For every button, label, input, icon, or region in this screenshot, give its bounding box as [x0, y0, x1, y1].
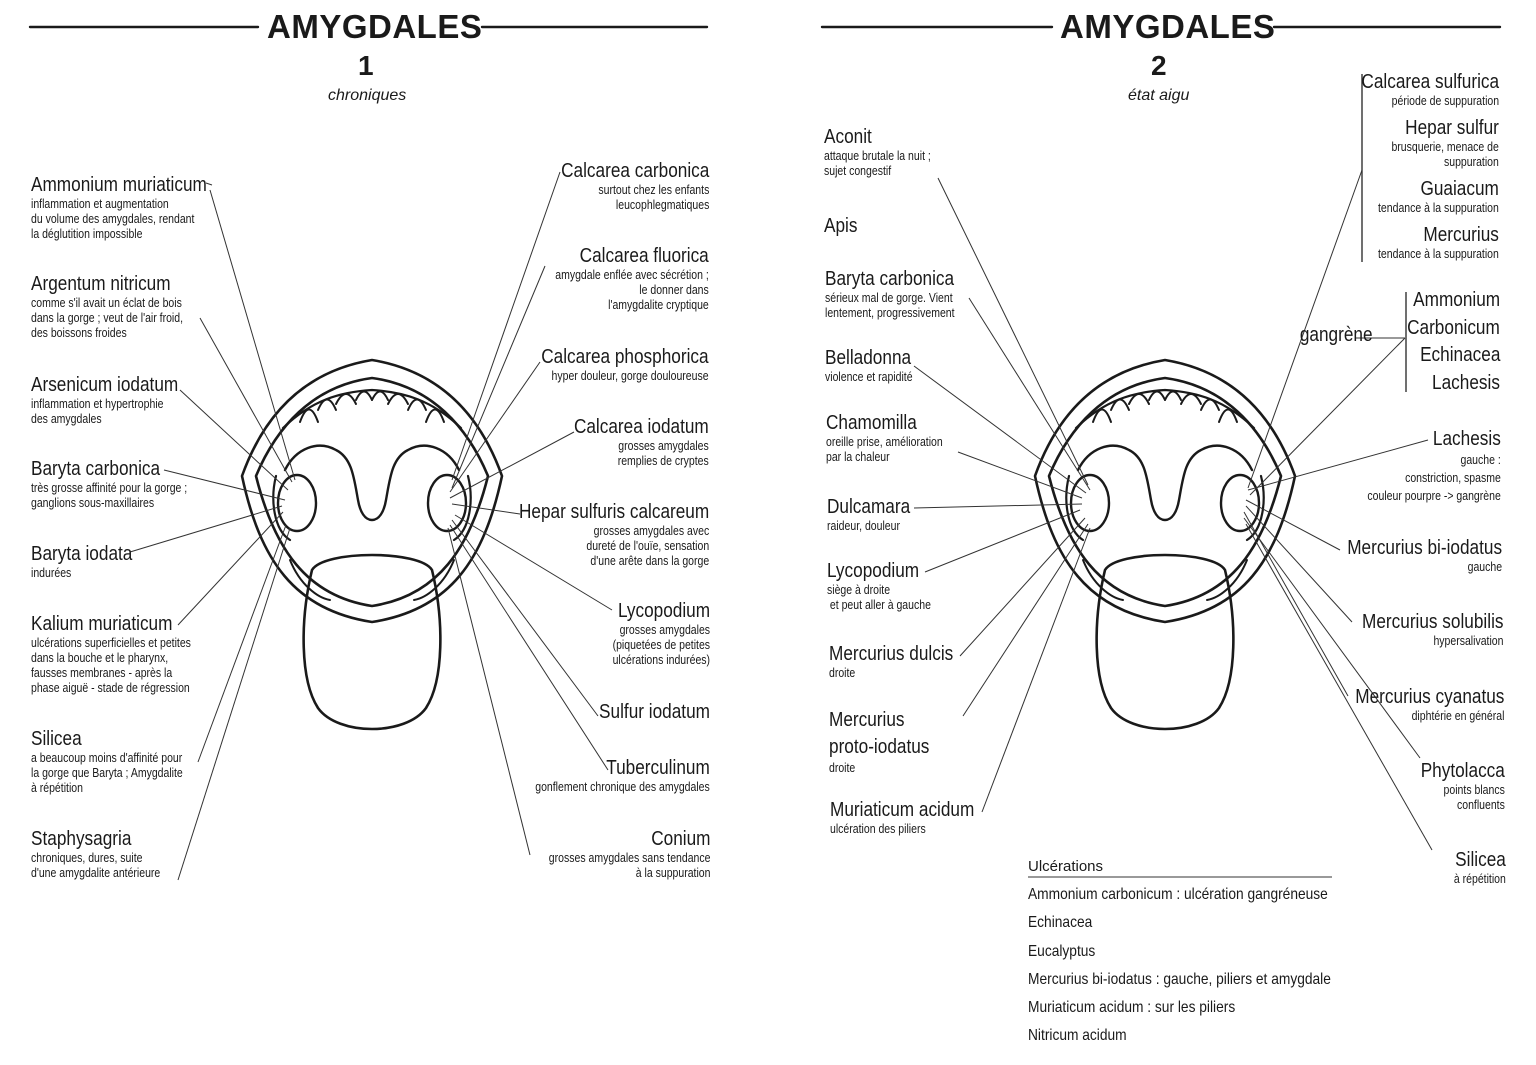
leader-line — [178, 528, 290, 880]
tonsil-right-of-patient — [278, 475, 316, 531]
remedy-label — [1444, 849, 1506, 887]
leader-line — [963, 524, 1088, 716]
remedy-label — [824, 215, 863, 238]
remedy-description: indurées — [31, 566, 72, 580]
remedy-label — [514, 346, 709, 384]
remedy-label — [826, 412, 965, 465]
remedy-name: Arsenicum iodatum — [31, 374, 179, 396]
ulceration-item: Muriaticum acidum : sur les piliers — [1028, 999, 1236, 1016]
inner-lips — [256, 378, 488, 606]
remedy-label — [537, 160, 709, 213]
remedy-name: Ammonium muriaticum — [31, 174, 207, 196]
remedy-label — [829, 707, 946, 776]
remedy-label — [552, 416, 709, 469]
gangrene-label: gangrène — [1300, 324, 1373, 346]
remedy-label — [1339, 71, 1499, 109]
remedy-description: surtout chez les enfants leucophlegmatiques — [598, 183, 709, 212]
tonsil-left-of-patient — [1221, 475, 1259, 531]
remedy-description: amygdale enflée avec sécrétion ; le donner dans l'amygdalite cryptique — [555, 268, 709, 312]
ulcerations-heading: Ulcérations — [1028, 858, 1104, 875]
remedy-name: Phytolacca — [1420, 760, 1505, 782]
remedy-label — [31, 728, 212, 796]
leader-line — [130, 506, 282, 552]
remedy-name: Argentum nitricum — [31, 273, 171, 295]
remedy-label — [1322, 537, 1502, 575]
leader-line — [448, 528, 530, 855]
remedy-label — [1331, 686, 1504, 724]
remedy-label — [825, 347, 929, 385]
remedy-name: Tuberculinum — [606, 757, 710, 779]
remedy-name: Hepar sulfuris calcareum — [518, 501, 709, 523]
remedy-label — [31, 828, 185, 881]
tooth — [1149, 392, 1165, 401]
mouth-illustration-right — [1035, 360, 1295, 729]
remedy-name: Aconit — [824, 126, 872, 148]
remedy-description: gonflement chronique des amygdales — [535, 780, 710, 794]
remedy-label — [825, 268, 979, 321]
remedy-name: Belladonna — [825, 347, 912, 369]
remedy-description: droite — [829, 761, 856, 775]
remedy-description: oreille prise, amélioration par la chaleur — [826, 435, 943, 464]
leader-lines — [130, 74, 1432, 880]
page-title-left: AMYGDALES — [267, 8, 483, 45]
remedy-name: Mercurius solubilis — [1361, 611, 1503, 633]
remedy-description: gauche — [1467, 560, 1502, 574]
remedy-label — [502, 757, 710, 795]
remedy-description: inflammation et hypertrophie des amygdales — [31, 397, 164, 426]
remedy-name: Silicea — [1455, 849, 1506, 871]
remedy-label — [824, 126, 951, 179]
remedy-name: Mercurius proto-iodatus — [829, 709, 930, 758]
tongue — [1097, 555, 1234, 729]
remedy-description: attaque brutale la nuit ; sujet congestif — [824, 149, 931, 178]
remedy-description: a beaucoup moins d'affinité pour la gorge que Baryta ; Amygdalite à répétition — [31, 751, 183, 795]
remedy-description: siège à droite et peut aller à gauche — [827, 583, 931, 612]
leader-line — [982, 528, 1090, 812]
ulceration-item: Echinacea — [1028, 914, 1093, 931]
remedy-name: Muriaticum acidum — [830, 799, 975, 821]
remedy-description: comme s'il avait un éclat de bois dans la gorge ; veut de l'air froid, des boissons froides — [31, 296, 184, 340]
remedy-description: raideur, douleur — [827, 519, 900, 533]
remedy-label — [1339, 611, 1504, 649]
remedy-description: période de suppuration — [1391, 94, 1499, 108]
remedy-name: Conium — [650, 828, 710, 850]
remedy-name: Kalium muriaticum — [31, 613, 173, 635]
remedy-label — [829, 643, 973, 681]
tooth — [372, 392, 388, 401]
ulceration-item: Mercurius bi-iodatus : gauche, piliers et amygdale — [1028, 971, 1331, 988]
remedy-name: Calcarea phosphorica — [541, 346, 709, 368]
remedy-label — [1355, 178, 1499, 216]
remedy-name: Guaiacum — [1420, 178, 1499, 200]
remedy-name: Staphysagria — [31, 828, 132, 850]
tonsil-right-of-patient — [1071, 475, 1109, 531]
leader-line — [958, 452, 1082, 498]
page-title-right: AMYGDALES — [1060, 8, 1276, 45]
inner-lips — [1049, 378, 1281, 606]
ulceration-item: Nitricum acidum — [1028, 1027, 1127, 1044]
remedy-description: hyper douleur, gorge douloureuse — [551, 369, 709, 383]
remedy-name: Mercurius cyanatus — [1354, 686, 1504, 708]
remedy-description: très grosse affinité pour la gorge ; ganglions sous-maxillaires — [31, 481, 188, 510]
remedy-description: chroniques, dures, suite d'une amygdalite antérieure — [31, 851, 161, 880]
ulceration-item: Ammonium carbonicum : ulcération gangréneuse — [1028, 886, 1328, 903]
remedy-label — [31, 174, 235, 242]
remedy-description: grosses amygdales remplies de cryptes — [617, 439, 709, 468]
remedy-name: Hepar sulfur — [1405, 117, 1499, 139]
gangrene-item: Carbonicum — [1407, 317, 1500, 339]
remedy-description: tendance à la suppuration — [1378, 247, 1499, 261]
remedy-name: Apis — [824, 215, 858, 237]
remedy-label — [830, 799, 998, 837]
tonsil-left-of-patient — [428, 475, 466, 531]
remedy-label — [581, 701, 710, 724]
leader-line — [452, 172, 560, 480]
remedy-description: points blancs confluents — [1443, 783, 1505, 812]
remedy-name: Baryta carbonica — [31, 458, 161, 480]
remedy-label — [31, 613, 221, 696]
remedy-label — [526, 245, 709, 313]
remedy-name: Calcarea fluorica — [579, 245, 709, 267]
gangrene-item: Ammonium — [1413, 289, 1500, 311]
remedy-description: sérieux mal de gorge. Vient lentement, progressivement — [825, 291, 955, 320]
leader-line — [178, 512, 283, 625]
remedy-description: inflammation et augmentation du volume des amygdales, rendant la déglutition impossible — [31, 197, 195, 241]
remedy-label — [31, 543, 149, 581]
remedy-label — [594, 600, 710, 668]
ulceration-item: Eucalyptus — [1028, 943, 1096, 960]
remedy-name: Dulcamara — [827, 496, 911, 518]
remedy-description: grosses amygdales (piquetées de petites ulcérations indurées) — [612, 623, 710, 667]
remedy-description: hypersalivation — [1432, 634, 1503, 648]
leader-line — [969, 298, 1090, 490]
remedy-label — [518, 828, 710, 881]
tongue — [304, 555, 441, 729]
remedy-name: Baryta iodata — [31, 543, 133, 565]
remedy-name: Calcarea carbonica — [560, 160, 709, 182]
remedy-description: brusquerie, menace de suppuration — [1391, 140, 1499, 169]
remedy-description: violence et rapidité — [825, 370, 913, 384]
remedy-label — [1371, 117, 1499, 170]
remedy-description: ulcérations superficielles et petites dans la bouche et le pharynx, fausses membranes - après la phase aiguë - stade de régression — [31, 636, 191, 695]
remedy-label — [1342, 428, 1501, 505]
remedy-label — [1407, 760, 1505, 813]
remedy-name: Calcarea sulfurica — [1361, 71, 1499, 93]
remedy-name: Mercurius — [1423, 224, 1499, 246]
page-number-right: 2 — [1151, 50, 1167, 81]
remedy-label — [827, 496, 924, 534]
remedy-description: grosses amygdales avec dureté de l'ouïe, sensation d'une arête dans la gorge — [586, 524, 709, 568]
page-subtitle-right: état aigu — [1128, 87, 1190, 104]
remedy-name: Lachesis — [1433, 428, 1501, 450]
page-number-left: 1 — [358, 50, 374, 81]
remedy-label — [1355, 224, 1499, 262]
leader-line — [960, 518, 1085, 656]
remedy-description: gauche : constriction, spasme couleur pourpre -> gangrène — [1367, 453, 1501, 503]
gangrene-item: Echinacea — [1419, 344, 1500, 366]
page-subtitle-left: chroniques — [328, 87, 407, 104]
remedy-name: Calcarea iodatum — [574, 416, 709, 438]
remedy-name: Mercurius bi-iodatus — [1347, 537, 1502, 559]
remedy-name: Lycopodium — [617, 600, 710, 622]
remedy-name: Sulfur iodatum — [599, 701, 710, 723]
tooth — [1165, 392, 1181, 401]
remedy-description: à répétition — [1454, 872, 1506, 886]
remedy-name: Baryta carbonica — [825, 268, 955, 290]
remedy-label — [488, 501, 709, 569]
tooth — [356, 392, 372, 401]
remedy-description: grosses amygdales sans tendance à la suppuration — [548, 851, 710, 880]
remedy-description: tendance à la suppuration — [1378, 201, 1499, 215]
remedy-name: Mercurius dulcis — [829, 643, 954, 665]
gangrene-item: Lachesis — [1432, 372, 1500, 394]
remedy-name: Chamomilla — [826, 412, 917, 434]
remedy-label — [31, 458, 217, 511]
remedy-label — [827, 560, 951, 613]
remedy-label — [31, 374, 202, 427]
remedy-name: Lycopodium — [827, 560, 920, 582]
remedy-name: Silicea — [31, 728, 82, 750]
remedy-description: droite — [829, 666, 856, 680]
remedy-description: ulcération des piliers — [830, 822, 926, 836]
remedy-label — [31, 273, 212, 341]
remedy-description: diphtérie en général — [1411, 709, 1504, 723]
